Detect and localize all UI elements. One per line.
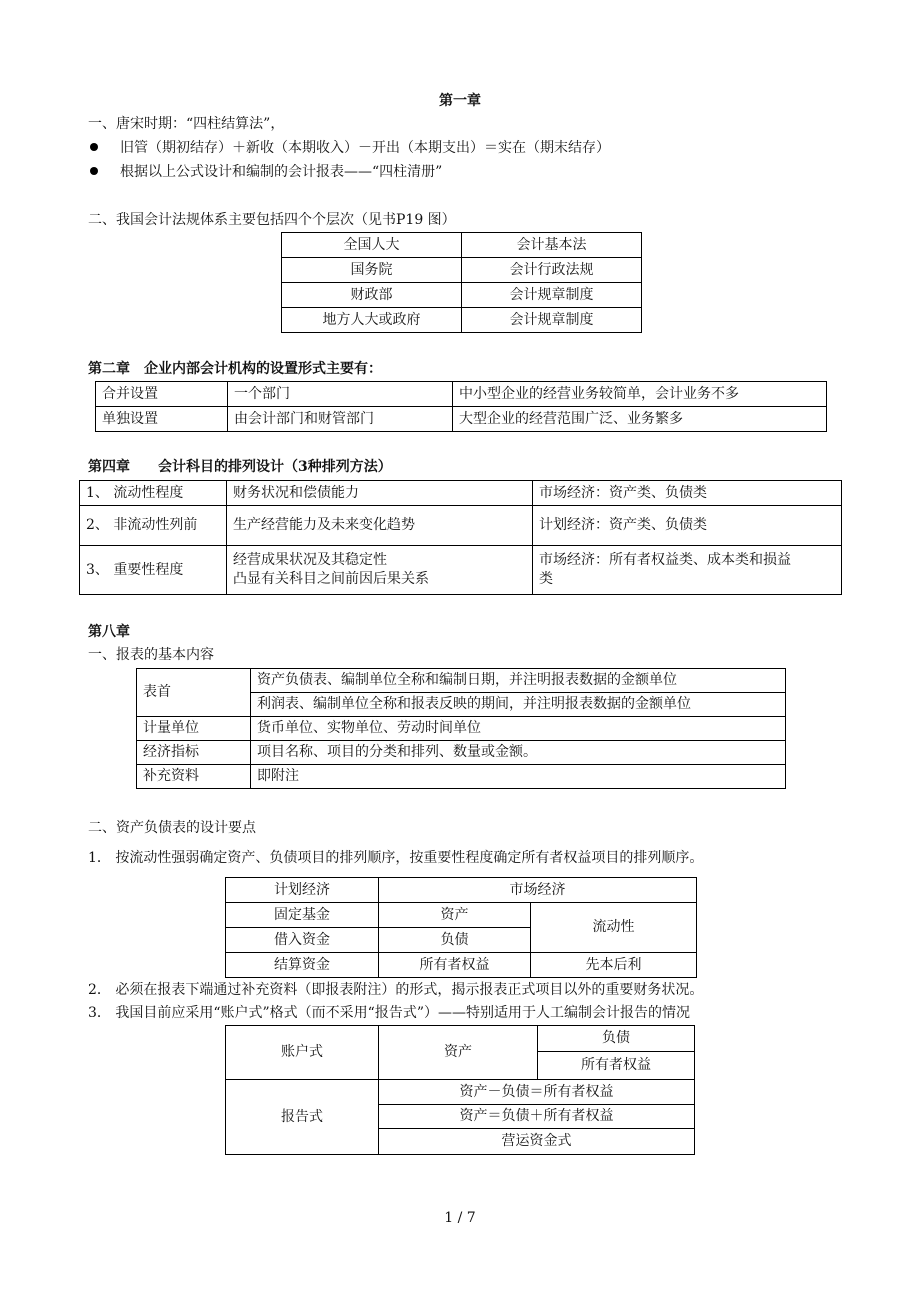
ch8-section-2: 二、资产负债表的设计要点 — [88, 820, 256, 836]
ch8-item-3: 3． 我国目前应采用“账户式”格式（而不采用“报告式”）——特别适用于人工编制会计报告的情况 — [88, 1005, 690, 1021]
table-cell: 财政部 — [282, 283, 462, 308]
chapter-8-title: 第八章 — [88, 624, 130, 640]
table-cell: 生产经营能力及未来变化趋势 — [227, 506, 533, 546]
table-cell: 账户式 — [226, 1026, 379, 1080]
table-row — [137, 765, 786, 789]
ch8-section-1: 一、报表的基本内容 — [88, 647, 214, 663]
table-cell: 1、 流动性程度 — [80, 481, 227, 506]
table-cell: 资产＝负债＋所有者权益 — [379, 1105, 695, 1129]
table-row — [226, 878, 697, 903]
economy-table — [225, 877, 697, 978]
ch8-item-1: 1． 按流动性强弱确定资产、负债项目的排列顺序，按重要性程度确定所有者权益项目的排列顺序。 — [88, 850, 704, 866]
table-row — [282, 308, 642, 333]
bullet-text: 根据以上公式设计和编制的会计报表——“四柱清册” — [120, 164, 443, 180]
table-cell: 中小型企业的经营业务较简单，会计业务不多 — [453, 382, 827, 407]
cell-line: 经营成果状况及其稳定性 — [233, 552, 387, 568]
table-row — [80, 546, 842, 595]
statement-format-table — [225, 1025, 695, 1155]
table-cell: 结算资金 — [226, 953, 379, 978]
table-cell — [227, 546, 533, 595]
bullet-icon — [90, 143, 98, 151]
table-cell: 负债 — [538, 1026, 695, 1052]
table-row — [226, 953, 697, 978]
subject-arrangement-table — [79, 480, 842, 595]
table-cell: 计划经济：资产类、负债类 — [533, 506, 842, 546]
table-row — [282, 258, 642, 283]
table-cell: 先本后利 — [531, 953, 697, 978]
table-cell: 地方人大或政府 — [282, 308, 462, 333]
table-cell: 即附注 — [251, 765, 786, 789]
table-cell: 项目名称、项目的分类和排列、数量或金额。 — [251, 741, 786, 765]
table-cell: 会计规章制度 — [462, 283, 642, 308]
table-cell: 借入资金 — [226, 928, 379, 953]
table-cell: 财务状况和偿债能力 — [227, 481, 533, 506]
table-cell: 经济指标 — [137, 741, 251, 765]
ch8-item-2: 2． 必须在报表下端通过补充资料（即报表附注）的形式，揭示报表正式项目以外的重要财务状况。 — [88, 982, 704, 998]
table-cell: 营运资金式 — [379, 1129, 695, 1155]
ch1-bullet-2 — [90, 162, 442, 182]
bullet-text: 旧管（期初结存）＋新收（本期收入）－开出（本期支出）＝实在（期末结存） — [120, 140, 610, 156]
table-row — [80, 481, 842, 506]
table-row — [137, 669, 786, 693]
chapter-4-title: 第四章 会计科目的排列设计（3种排列方法） — [88, 459, 392, 475]
table-cell: 资产 — [379, 1026, 538, 1080]
table-row — [282, 233, 642, 258]
table-cell: 资产负债表、编制单位全称和编制日期，并注明报表数据的金额单位 — [251, 669, 786, 693]
table-cell: 会计规章制度 — [462, 308, 642, 333]
table-cell: 报告式 — [226, 1080, 379, 1155]
cell-line: 凸显有关科目之间前因后果关系 — [233, 571, 429, 587]
table-cell: 货币单位、实物单位、劳动时间单位 — [251, 717, 786, 741]
table-row — [137, 741, 786, 765]
table-cell: 补充资料 — [137, 765, 251, 789]
table-row — [96, 382, 827, 407]
table-cell: 全国人大 — [282, 233, 462, 258]
table-row — [226, 1026, 695, 1052]
table-cell: 市场经济 — [379, 878, 697, 903]
bullet-icon — [90, 167, 98, 175]
report-content-table — [136, 668, 786, 789]
table-cell: 单独设置 — [96, 407, 228, 432]
chapter-2-title: 第二章 企业内部会计机构的设置形式主要有： — [88, 361, 382, 377]
table-row — [226, 1080, 695, 1105]
table-cell: 一个部门 — [228, 382, 453, 407]
table-row — [80, 506, 842, 546]
table-cell: 资产 — [379, 903, 531, 928]
table-cell: 市场经济：资产类、负债类 — [533, 481, 842, 506]
table-row — [226, 903, 697, 928]
law-levels-table — [281, 232, 642, 333]
table-cell: 表首 — [137, 669, 251, 717]
table-cell: 大型企业的经营范围广泛、业务繁多 — [453, 407, 827, 432]
table-cell: 合并设置 — [96, 382, 228, 407]
table-cell: 3、 重要性程度 — [80, 546, 227, 595]
table-cell: 2、 非流动性列前 — [80, 506, 227, 546]
table-cell: 计划经济 — [226, 878, 379, 903]
table-cell: 流动性 — [531, 903, 697, 953]
table-row — [282, 283, 642, 308]
page-number: 1 / 7 — [444, 1210, 476, 1226]
ch1-line-1: 一、唐宋时期：“四柱结算法”， — [88, 116, 285, 132]
table-cell: 利润表、编制单位全称和报表反映的期间，并注明报表数据的金额单位 — [251, 693, 786, 717]
table-cell: 会计行政法规 — [462, 258, 642, 283]
chapter-1-title: 第一章 — [439, 93, 481, 109]
table-row — [96, 407, 827, 432]
table-cell: 负债 — [379, 928, 531, 953]
table-cell: 资产－负债＝所有者权益 — [379, 1080, 695, 1105]
cell-line: 市场经济：所有者权益类、成本类和损益 — [539, 552, 791, 568]
ch1-bullet-1 — [90, 138, 610, 158]
table-cell: 由会计部门和财管部门 — [228, 407, 453, 432]
cell-line: 类 — [539, 571, 553, 587]
accounting-org-table — [95, 381, 827, 432]
table-row — [137, 717, 786, 741]
table-cell: 计量单位 — [137, 717, 251, 741]
table-cell: 会计基本法 — [462, 233, 642, 258]
table-cell: 国务院 — [282, 258, 462, 283]
table-cell: 所有者权益 — [379, 953, 531, 978]
table-cell: 所有者权益 — [538, 1052, 695, 1080]
table-cell: 固定基金 — [226, 903, 379, 928]
table-cell — [533, 546, 842, 595]
ch1-heading-2: 二、我国会计法规体系主要包括四个个层次（见书P19 图） — [88, 212, 456, 228]
